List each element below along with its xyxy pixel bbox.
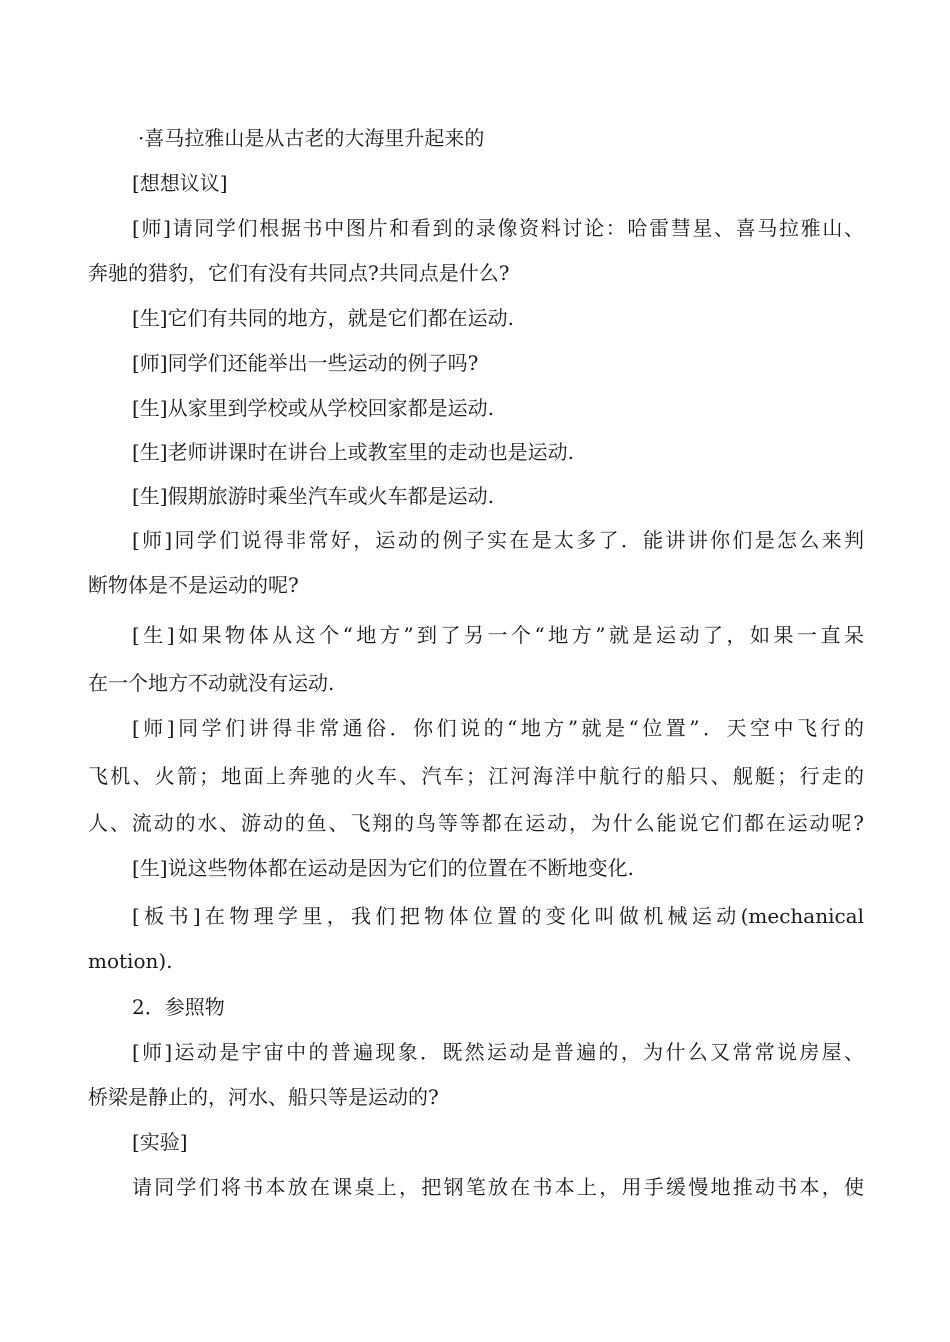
paragraph-line: [师]同学们说得非常好，运动的例子实在是太多了．能讲讲你们是怎么来判 <box>132 528 864 552</box>
section-label: [实验] <box>132 1130 188 1154</box>
paragraph-line: [师]请同学们根据书中图片和看到的录像资料讨论：哈雷彗星、喜马拉雅山、 <box>132 216 864 240</box>
paragraph-line: [生]老师讲课时在讲台上或教室里的走动也是运动. <box>132 440 574 464</box>
paragraph-line: motion). <box>88 949 173 973</box>
paragraph-line: 飞机、火箭；地面上奔驰的火车、汽车；江河海洋中航行的船只、舰艇；行走的 <box>88 764 864 788</box>
paragraph-line: [板书]在物理学里，我们把物体位置的变化叫做机械运动(mechanical <box>132 904 864 928</box>
paragraph-line: [生]如果物体从这个“地方”到了另一个“地方”就是运动了，如果一直呆 <box>132 623 864 647</box>
paragraph-line: [生]假期旅游时乘坐汽车或火车都是运动. <box>132 484 494 508</box>
paragraph-line: 人、流动的水、游动的鱼、飞翔的鸟等等都在运动，为什么能说它们都在运动呢? <box>88 811 864 835</box>
paragraph-line: [生]从家里到学校或从学校回家都是运动. <box>132 396 494 420</box>
paragraph-line: 桥梁是静止的，河水、船只等是运动的? <box>88 1085 439 1109</box>
paragraph-line: [师]运动是宇宙中的普遍现象．既然运动是普遍的，为什么又常常说房屋、 <box>132 1040 864 1064</box>
paragraph-line: 在一个地方不动就没有运动. <box>88 671 335 695</box>
paragraph-line: 请同学们将书本放在课桌上，把钢笔放在书本上，用手缓慢地推动书本，使 <box>132 1175 864 1199</box>
paragraph-line: [生]说这些物体都在运动是因为它们的位置在不断地变化. <box>132 856 634 880</box>
paragraph-line: 奔驰的猎豹，它们有没有共同点?共同点是什么? <box>88 261 510 285</box>
paragraph-line: [生]它们有共同的地方，就是它们都在运动. <box>132 306 514 330</box>
bullet-line: ·喜马拉雅山是从古老的大海里升起来的 <box>138 126 485 150</box>
paragraph-line: [师]同学们还能举出一些运动的例子吗? <box>132 351 479 375</box>
paragraph-line: [师]同学们讲得非常通俗．你们说的“地方”就是“位置”．天空中飞行的 <box>132 716 864 740</box>
paragraph-line: 断物体是不是运动的呢? <box>88 573 299 597</box>
section-heading: 2．参照物 <box>132 995 225 1019</box>
section-label: [想想议议] <box>132 171 228 195</box>
